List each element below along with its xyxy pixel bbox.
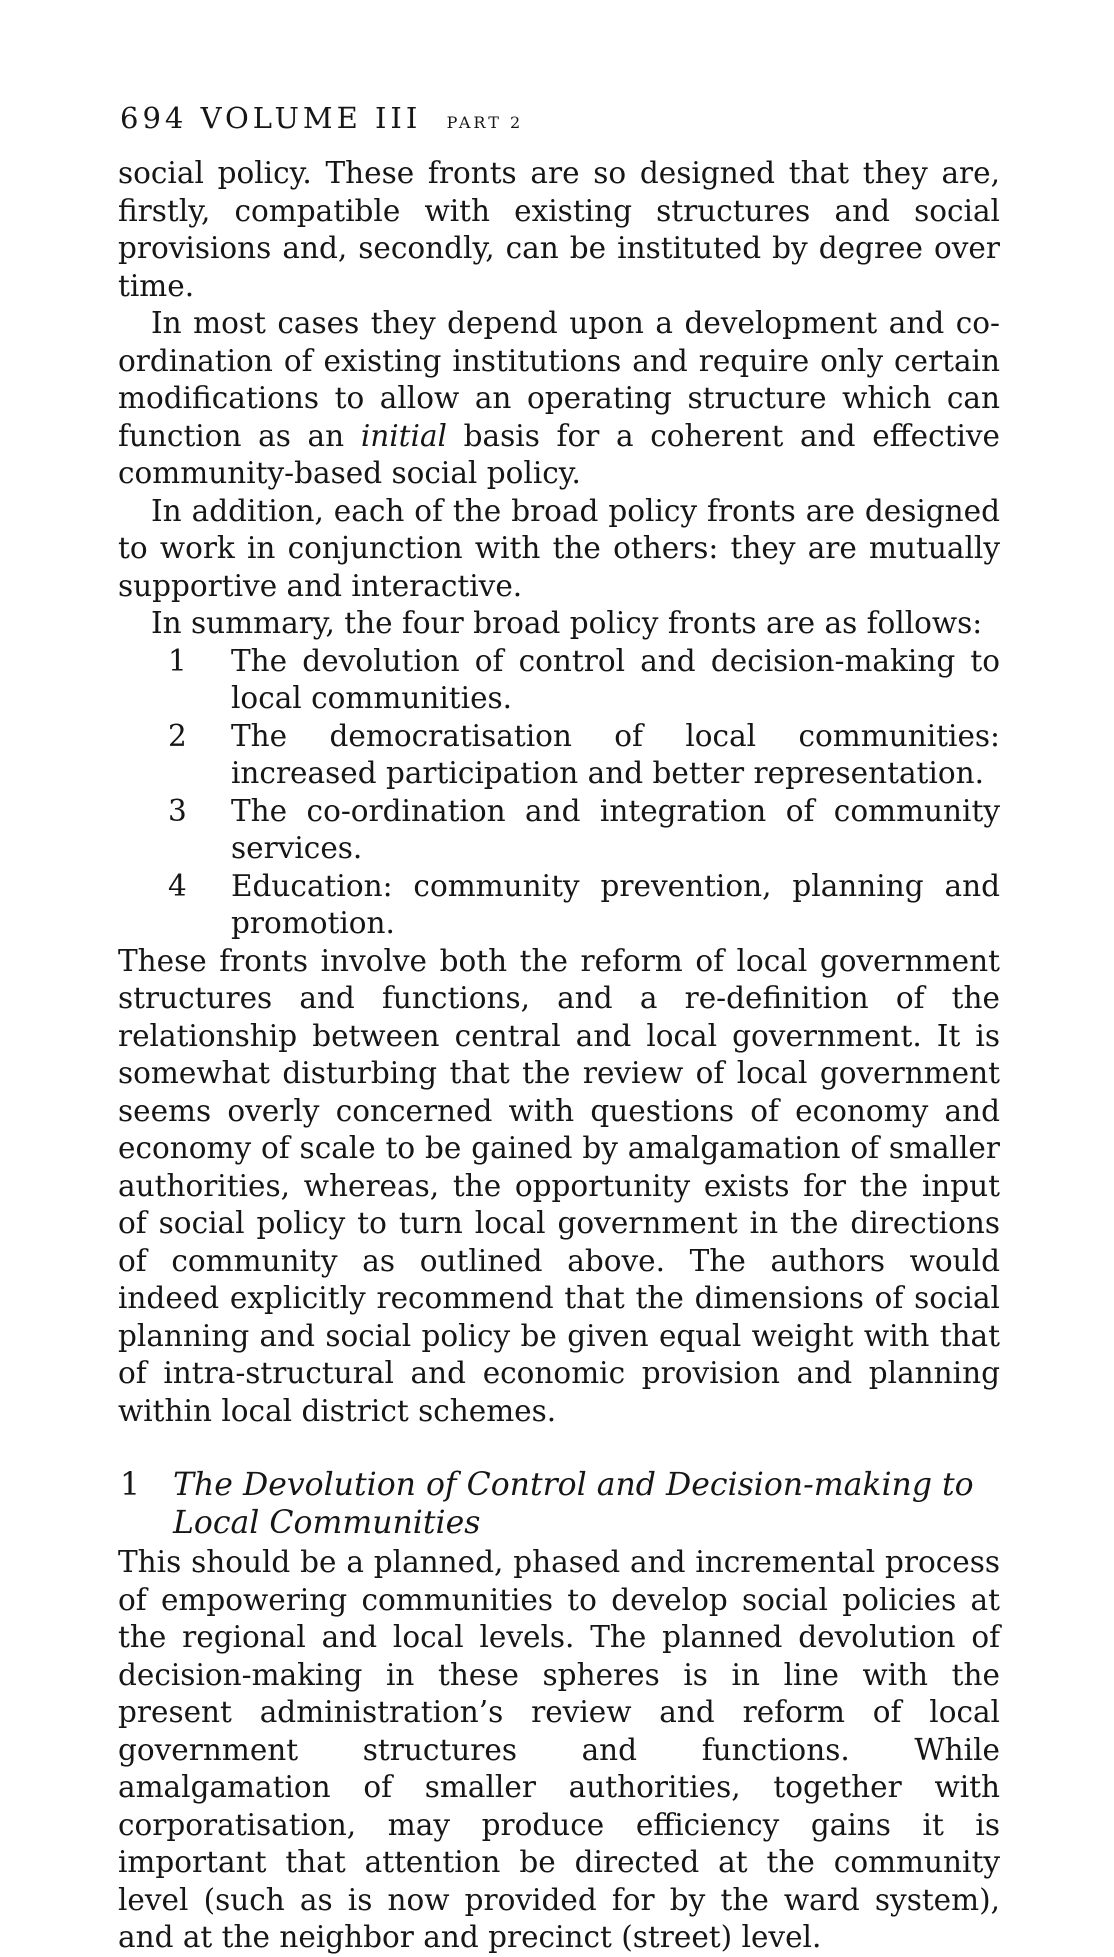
paragraph-devolution: This should be a planned, phased and incremental process of empowering communities to develop social policies at the regional and local levels. The planned devolution of decision-making in these spheres is in line with the present administration’s review and reform of local government structures and functions. While amalgamation of smaller authorities, together with corporatisation, may produce efficiency gains it is important that attention be directed at the community level (such as is now provided for by the ward system), and at the neighbor and precinct (street) level.	[118, 1545, 1000, 1954]
book-page	[118, 100, 1000, 1957]
list-item	[118, 793, 1000, 868]
list-item-text: The devolution of control and decision-making to local communities.	[231, 643, 1000, 715]
policy-fronts-list	[118, 643, 1000, 943]
paragraph-summary-intro: In summary, the four broad policy fronts are as follows:	[151, 606, 983, 640]
paragraph-continuation: social policy. These fronts are so designed that they are, firstly, compatible with existing structures and social provisions and, secondly, can be instituted by degree over time.	[118, 156, 1000, 303]
section-number: 1	[120, 1467, 141, 1503]
emphasis-initial: initial	[360, 418, 447, 453]
running-head	[120, 100, 1000, 141]
list-item-number: 3	[168, 793, 187, 828]
part-label: PART 2	[446, 113, 524, 132]
paragraph-institutions-text-a: In most cases they depend upon a development and co-ordination of existing institutions and require only certain modifications to allow an operating structure which can function as an	[118, 306, 1000, 453]
list-item-number: 1	[168, 643, 187, 678]
volume-label: VOLUME III	[200, 101, 422, 135]
paragraph-conjunction: In addition, each of the broad policy fronts are designed to work in conjunction with the others: they are mutually supportive and interactive.	[118, 493, 1000, 603]
list-item-text: The democratisation of local communities: increased participation and better representation.	[231, 718, 1000, 790]
list-item-text: Education: community prevention, planning and promotion.	[231, 868, 1000, 940]
list-item	[118, 718, 1000, 793]
paragraph-institutions-text-b: basis for a coherent and effective community-based social policy.	[118, 418, 1000, 490]
section-title: The Devolution of Control and Decision-making to Local Communities	[173, 1467, 974, 1541]
page-number: 694	[120, 101, 188, 135]
paragraph-institutions	[118, 305, 1000, 493]
paragraph-reform: These fronts involve both the reform of local government structures and functions, and a re-definition of the relationship between central and local government. It is somewhat disturbing that the review of local government seems overly concerned with questions of economy and economy of scale to be gained by amalgamation of smaller authorities, whereas, the opportunity exists for the input of social policy to turn local government in the directions of community as outlined above. The authors would indeed explicitly recommend that the dimensions of social planning and social policy be given equal weight with that of intra-structural and economic provision and planning within local district schemes.	[118, 943, 1000, 1428]
list-item-number: 4	[168, 868, 187, 903]
list-item	[118, 643, 1000, 718]
list-item-text: The co-ordination and integration of community services.	[231, 793, 1000, 865]
list-item-number: 2	[168, 718, 187, 753]
section-heading	[118, 1466, 1000, 1542]
list-item	[118, 868, 1000, 943]
